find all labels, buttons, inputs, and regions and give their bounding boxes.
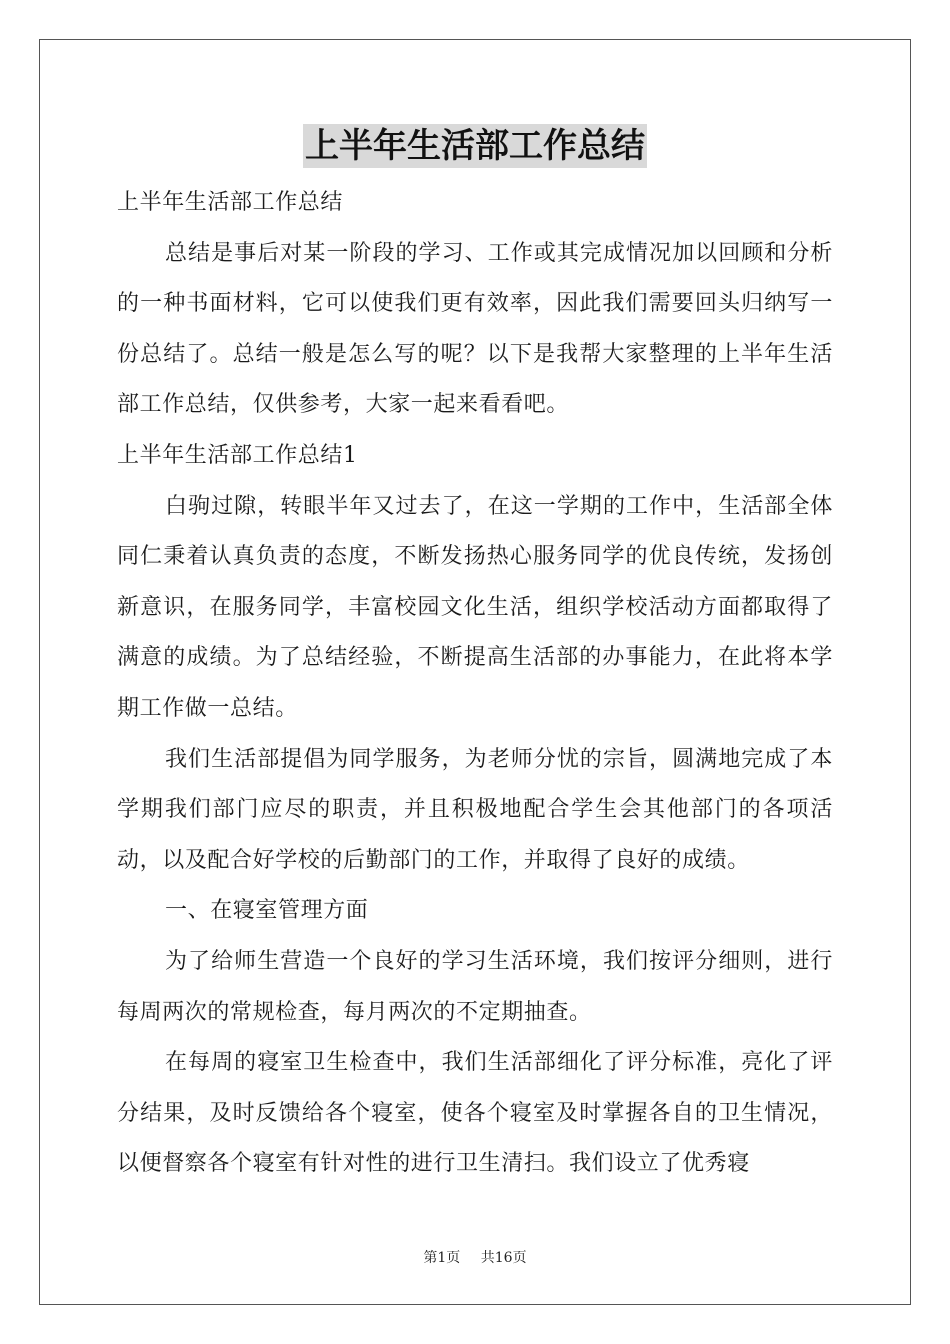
paragraph-4: 在每周的寝室卫生检查中，我们生活部细化了评分标准，亮化了评分结果，及时反馈给各个寝室，使各个寝室及时掌握各自的卫生情况，以便督察各个寝室有针对性的进行卫生清扫。我们设立了优秀寝	[117, 1050, 833, 1177]
section-heading: 上半年生活部工作总结1	[117, 442, 358, 468]
title-container	[0, 124, 950, 168]
subtitle-line: 上半年生活部工作总结	[117, 190, 344, 215]
sub-heading-dormitory: 一、在寝室管理方面	[165, 898, 369, 924]
page-footer	[0, 1247, 950, 1267]
paragraph-1: 白驹过隙，转眼半年又过去了，在这一学期的工作中，生活部全体同仁秉着认真负责的态度，不断发扬热心服务同学的优良传统，发扬创新意识，在服务同学，丰富校园文化生活，组织学校活动方面都取得了满意的成绩。为了总结经验，不断提高生活部的办事能力，在此将本学期工作做一总结。	[117, 493, 833, 721]
document-body	[117, 178, 833, 1190]
paragraph-2: 我们生活部提倡为同学服务，为老师分忧的宗旨，圆满地完成了本学期我们部门应尽的职责，并且积极地配合学生会其他部门的各项活动，以及配合好学校的后勤部门的工作，并取得了良好的成绩。	[117, 746, 833, 873]
page-number: 第1页	[423, 1250, 461, 1266]
intro-paragraph: 总结是事后对某一阶段的学习、工作或其完成情况加以回顾和分析的一种书面材料，它可以使我们更有效率，因此我们需要回头归纳写一份总结了。总结一般是怎么写的呢？以下是我帮大家整理的上半年生活部工作总结，仅供参考，大家一起来看看吧。	[117, 240, 833, 418]
total-pages: 共16页	[480, 1250, 527, 1266]
paragraph-3: 为了给师生营造一个良好的学习生活环境，我们按评分细则，进行每周两次的常规检查，每月两次的不定期抽查。	[117, 948, 833, 1025]
document-title: 上半年生活部工作总结	[305, 126, 645, 166]
